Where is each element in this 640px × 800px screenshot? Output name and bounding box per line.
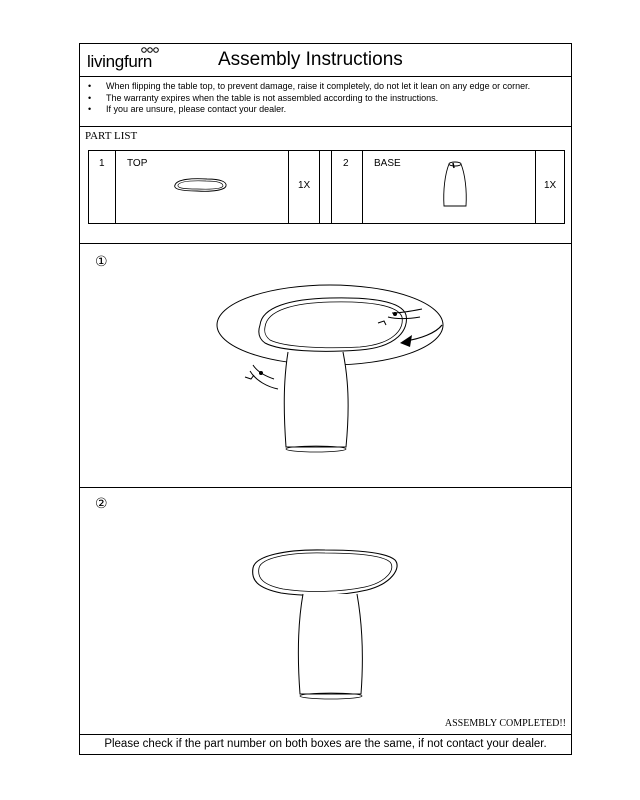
part-list-label: PART LIST xyxy=(85,130,138,142)
part-name: TOP xyxy=(127,158,148,169)
step-number: ② xyxy=(95,496,108,512)
table-top-part-icon xyxy=(171,177,229,193)
note-item: • The warranty expires when the table is not assembled according to the instructions. xyxy=(88,93,530,105)
header xyxy=(80,44,571,77)
divider xyxy=(80,126,571,127)
note-item: • If you are unsure, please contact your dealer. xyxy=(88,104,530,116)
step-1-flip-tabletop-illustration xyxy=(210,277,450,457)
logo-dots-icon xyxy=(141,47,159,53)
note-item: • When flipping the table top, to prevent damage, raise it completely, do not let it lean on any edge or corner. xyxy=(88,81,530,93)
part-quantity: 1X xyxy=(544,180,557,191)
page-title: Assembly Instructions xyxy=(218,49,403,70)
assembly-completed-text: ASSEMBLY COMPLETED!! xyxy=(444,718,566,729)
brand-logo: livingfurn xyxy=(87,52,153,71)
table-base-part-icon xyxy=(441,160,471,210)
step-2-assembled-table-illustration xyxy=(245,544,415,704)
part-quantity: 1X xyxy=(298,180,311,191)
footer xyxy=(80,734,571,755)
instruction-sheet xyxy=(79,43,572,755)
step-number: ① xyxy=(95,254,108,270)
divider xyxy=(80,243,571,244)
warning-notes xyxy=(88,81,530,116)
footer-note: Please check if the part number on both boxes are the same, if not contact your dealer. xyxy=(104,738,547,750)
divider xyxy=(80,487,571,488)
part-number: 2 xyxy=(343,158,349,169)
part-number: 1 xyxy=(99,158,105,169)
part-name: BASE xyxy=(374,158,401,169)
part-list-table xyxy=(88,150,565,224)
